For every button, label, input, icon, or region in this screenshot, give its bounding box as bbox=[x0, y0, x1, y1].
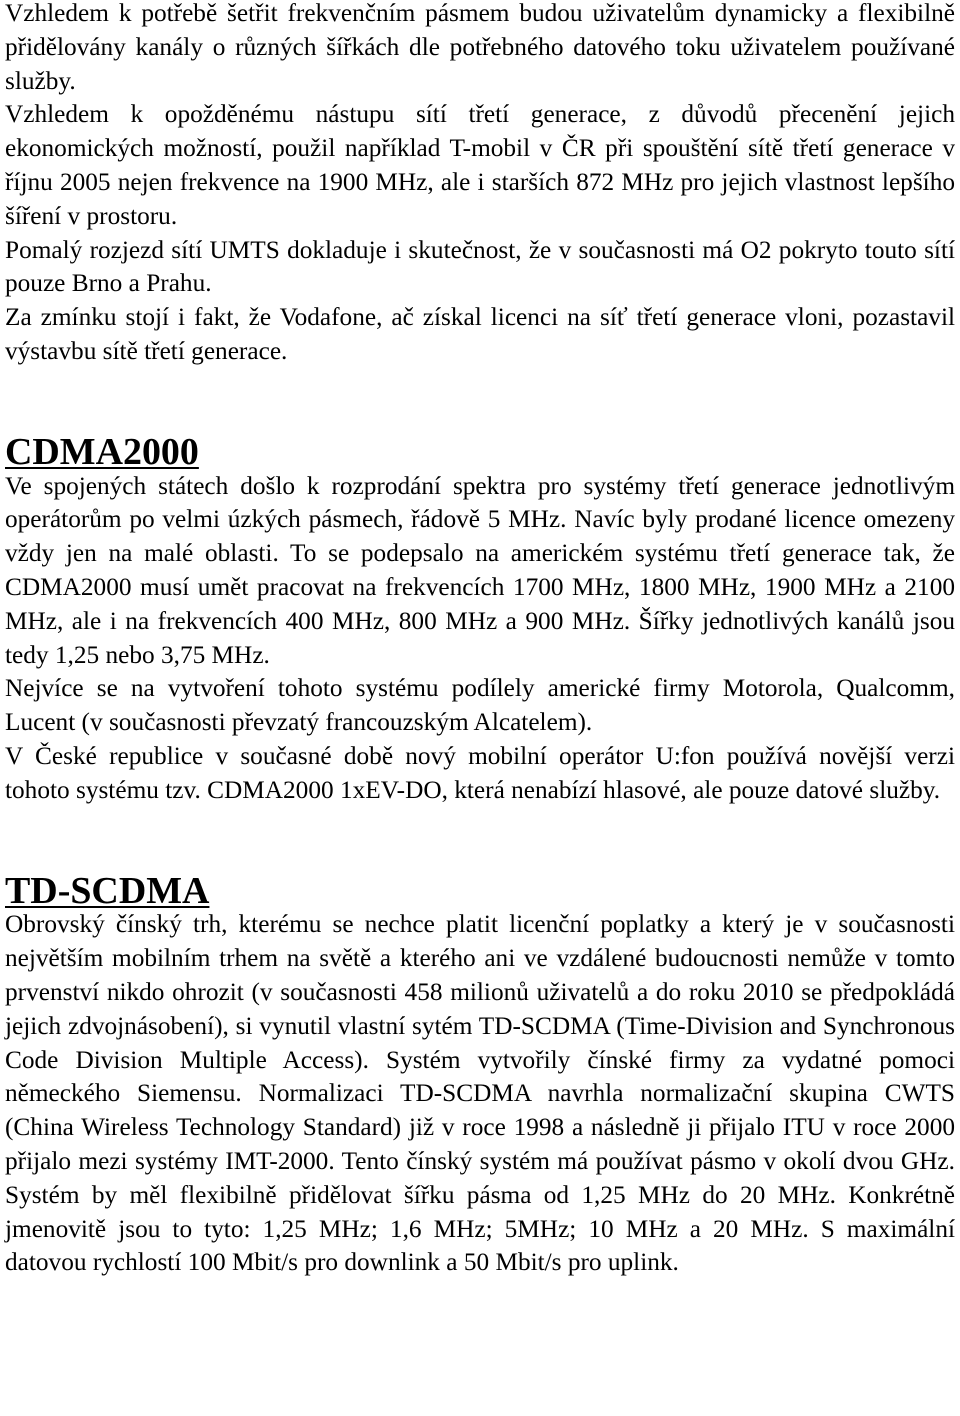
cdma2000-section bbox=[5, 430, 955, 808]
cdma2000-paragraph-3: V České republice v současné době nový mobilní operátor U:fon používá novější verzi tohoto systému tzv. CDMA2000 1xEV-DO, která nenabízí hlasové, ale pouze datové služby. bbox=[5, 741, 955, 804]
intro-paragraph-2: Vzhledem k opožděnému nástupu sítí třetí generace, z důvodů přecenění jejich ekonomických možností, použil například T-mobil v ČR při spouštění sítě třetí generace v říjnu 2005 nejen frekvence na 1900 MHz, ale i starších 872 MHz pro jejich vlastnost lepšího šíření v prostoru. bbox=[5, 100, 955, 230]
td-scdma-paragraph-1: Obrovský čínský trh, kterému se nechce platit licenční poplatky a který je v současnosti největším mobilním trhem na světě a kterého ani ve vzdálené budoucnosti nemůže v tomto prvenství nikdo ohrozit (v současnosti 458 milionů uživatelů a do roku 2010 se předpokládá jejich zdvojnásobení), si vynutil vlastní sytém TD-SCDMA (Time-Division and Synchronous Code Division Multiple Access). Systém vytvořily čínské firmy za vydatné pomoci německého Siemensu. Normalizaci TD-SCDMA navrhla normalizační skupina CWTS (China Wireless Technology Standard) již v roce 1998 a následně ji přijalo ITU v roce 2000 přijalo mezi systémy IMT-2000. Tento čínský systém má používat pásmo v okolí dvou GHz. Systém by měl flexibilně přidělovat šířku pásma od 1,25 MHz do 20 MHz. Konkrétně jmenovitě jsou to tyto: 1,25 MHz; 1,6 MHz; 5MHz; 10 MHz a 20 MHz. S maximální datovou rychlostí 100 Mbit/s pro downlink a 50 Mbit/s pro uplink. bbox=[5, 910, 955, 1277]
cdma2000-heading: CDMA2000 bbox=[5, 430, 199, 473]
document-page bbox=[5, 0, 955, 1280]
section-spacer bbox=[5, 369, 955, 436]
td-scdma-section bbox=[5, 869, 955, 1281]
intro-paragraph-3: Pomalý rozjezd sítí UMTS dokladuje i skutečnost, že v současnosti má O2 pokryto touto sítí pouze Brno a Prahu. bbox=[5, 235, 955, 298]
intro-section bbox=[5, 0, 955, 369]
cdma2000-paragraph-1: Ve spojených státech došlo k rozprodání spektra pro systémy třetí generace jednotlivým operátorům po velmi úzkých pásmech, řádově 5 MHz. Navíc byly prodané licence omezeny vždy jen na malé oblasti. To se podepsalo na americkém systému třetí generace tak, že CDMA2000 musí umět pracovat na frekvencích 1700 MHz, 1800 MHz, 1900 MHz a 2100 MHz, ale i na frekvencích 400 MHz, 800 MHz a 900 MHz. Šířky jednotlivých kanálů jsou tedy 1,25 nebo 3,75 MHz. bbox=[5, 471, 955, 669]
cdma2000-paragraph-2: Nejvíce se na vytvoření tohoto systému podílely americké firmy Motorola, Qualcomm, Lucent (v současnosti převzatý francouzským Alcatelem). bbox=[5, 674, 955, 737]
intro-paragraph-4: Za zmínku stojí i fakt, že Vodafone, ač získal licenci na síť třetí generace vloni, pozastavil výstavbu sítě třetí generace. bbox=[5, 303, 955, 365]
td-scdma-heading: TD-SCDMA bbox=[5, 869, 210, 912]
section-spacer bbox=[5, 808, 955, 875]
intro-paragraph-1: Vzhledem k potřebě šetřit frekvenčním pásmem budou uživatelům dynamicky a flexibilně přidělovány kanály o různých šířkách dle potřebného datového toku uživatelem používané služby. bbox=[5, 0, 955, 95]
